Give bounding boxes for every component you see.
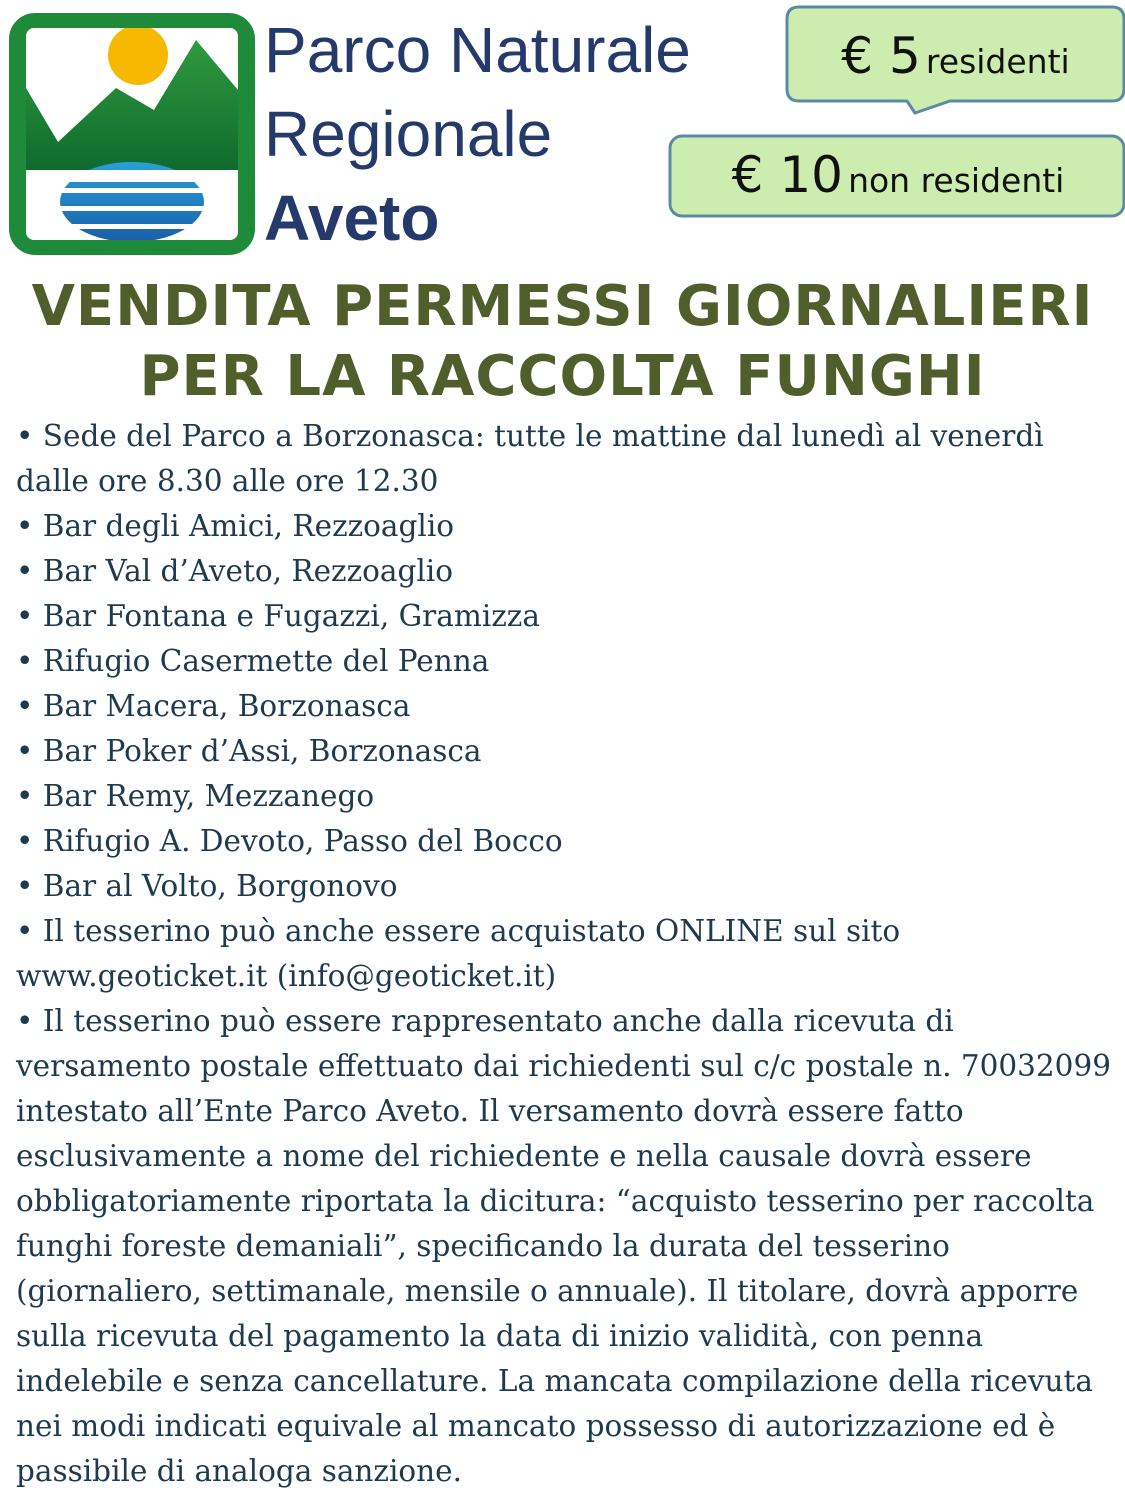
postal-note: • Il tesserino può essere rappresentato anche dalla ricevuta di versamento postale effettuato dai richiedenti sul c/c postale n. 70032099 intestato all’Ente Parco Aveto. Il versamento dovrà essere fatto esclusivamente a nome del richiedente e nella causale dovrà essere obbligatoriamente riportata la dicitura: “acquisto tesserino per raccolta funghi foreste demaniali”, specificando la durata del tesserino (giornaliero, settimanale, mensile o annuale). Il titolare, dovrà apporre sulla ricevuta del pagamento la data di inizio validità, con penna indelebile e senza cancellature. La mancata compilazione della ricevuta nei modi indicati equivale al mancato possesso di autorizzazione ed è passibile di analoga sanzione. xyxy=(16,1004,1111,1488)
list-item: • Bar Poker d’Assi, Borzonasca xyxy=(16,734,482,768)
price-nonresidents-amount: € 10 xyxy=(731,146,843,204)
list-item: • Rifugio Casermette del Penna xyxy=(16,644,490,678)
headline xyxy=(0,272,1125,412)
park-name-line2: Regionale xyxy=(264,98,553,170)
price-bubble-non-residents xyxy=(668,134,1125,220)
list-item: • Bar al Volto, Borgonovo xyxy=(16,869,398,903)
headline-line2: PER LA RACCOLTA FUNGHI xyxy=(139,344,986,409)
price-nonresidents-label: non residenti xyxy=(848,161,1065,200)
price-residents-amount: € 5 xyxy=(841,27,921,85)
list-item: • Bar Remy, Mezzanego xyxy=(16,779,375,813)
list-item: • Rifugio A. Devoto, Passo del Bocco xyxy=(16,824,563,858)
headline-line1: VENDITA PERMESSI GIORNALIERI xyxy=(31,274,1094,339)
park-name-line1: Parco Naturale xyxy=(264,14,691,86)
body-text xyxy=(16,414,1116,1494)
price-residents-label: residenti xyxy=(925,42,1070,81)
park-name-line3: Aveto xyxy=(264,182,440,254)
online-note: • Il tesserino può anche essere acquistato ONLINE sul sito www.geoticket.it (info@geoticket.it) xyxy=(16,914,901,993)
price-residents-text xyxy=(785,27,1125,85)
list-item: • Bar Macera, Borzonasca xyxy=(16,689,411,723)
list-item: • Bar degli Amici, Rezzoaglio xyxy=(16,509,455,543)
list-item: • Bar Val d’Aveto, Rezzoaglio xyxy=(16,554,453,588)
list-item: • Sede del Parco a Borzonasca: tutte le mattine dal lunedì al venerdì dalle ore 8.30 alle ore 12.30 xyxy=(16,419,1044,498)
sun-icon xyxy=(108,25,168,85)
price-bubble-residents xyxy=(785,5,1125,115)
park-name xyxy=(264,8,691,260)
park-logo-icon xyxy=(6,10,258,258)
price-nonresidents-text xyxy=(668,146,1125,204)
list-item: • Bar Fontana e Fugazzi, Gramizza xyxy=(16,599,540,633)
